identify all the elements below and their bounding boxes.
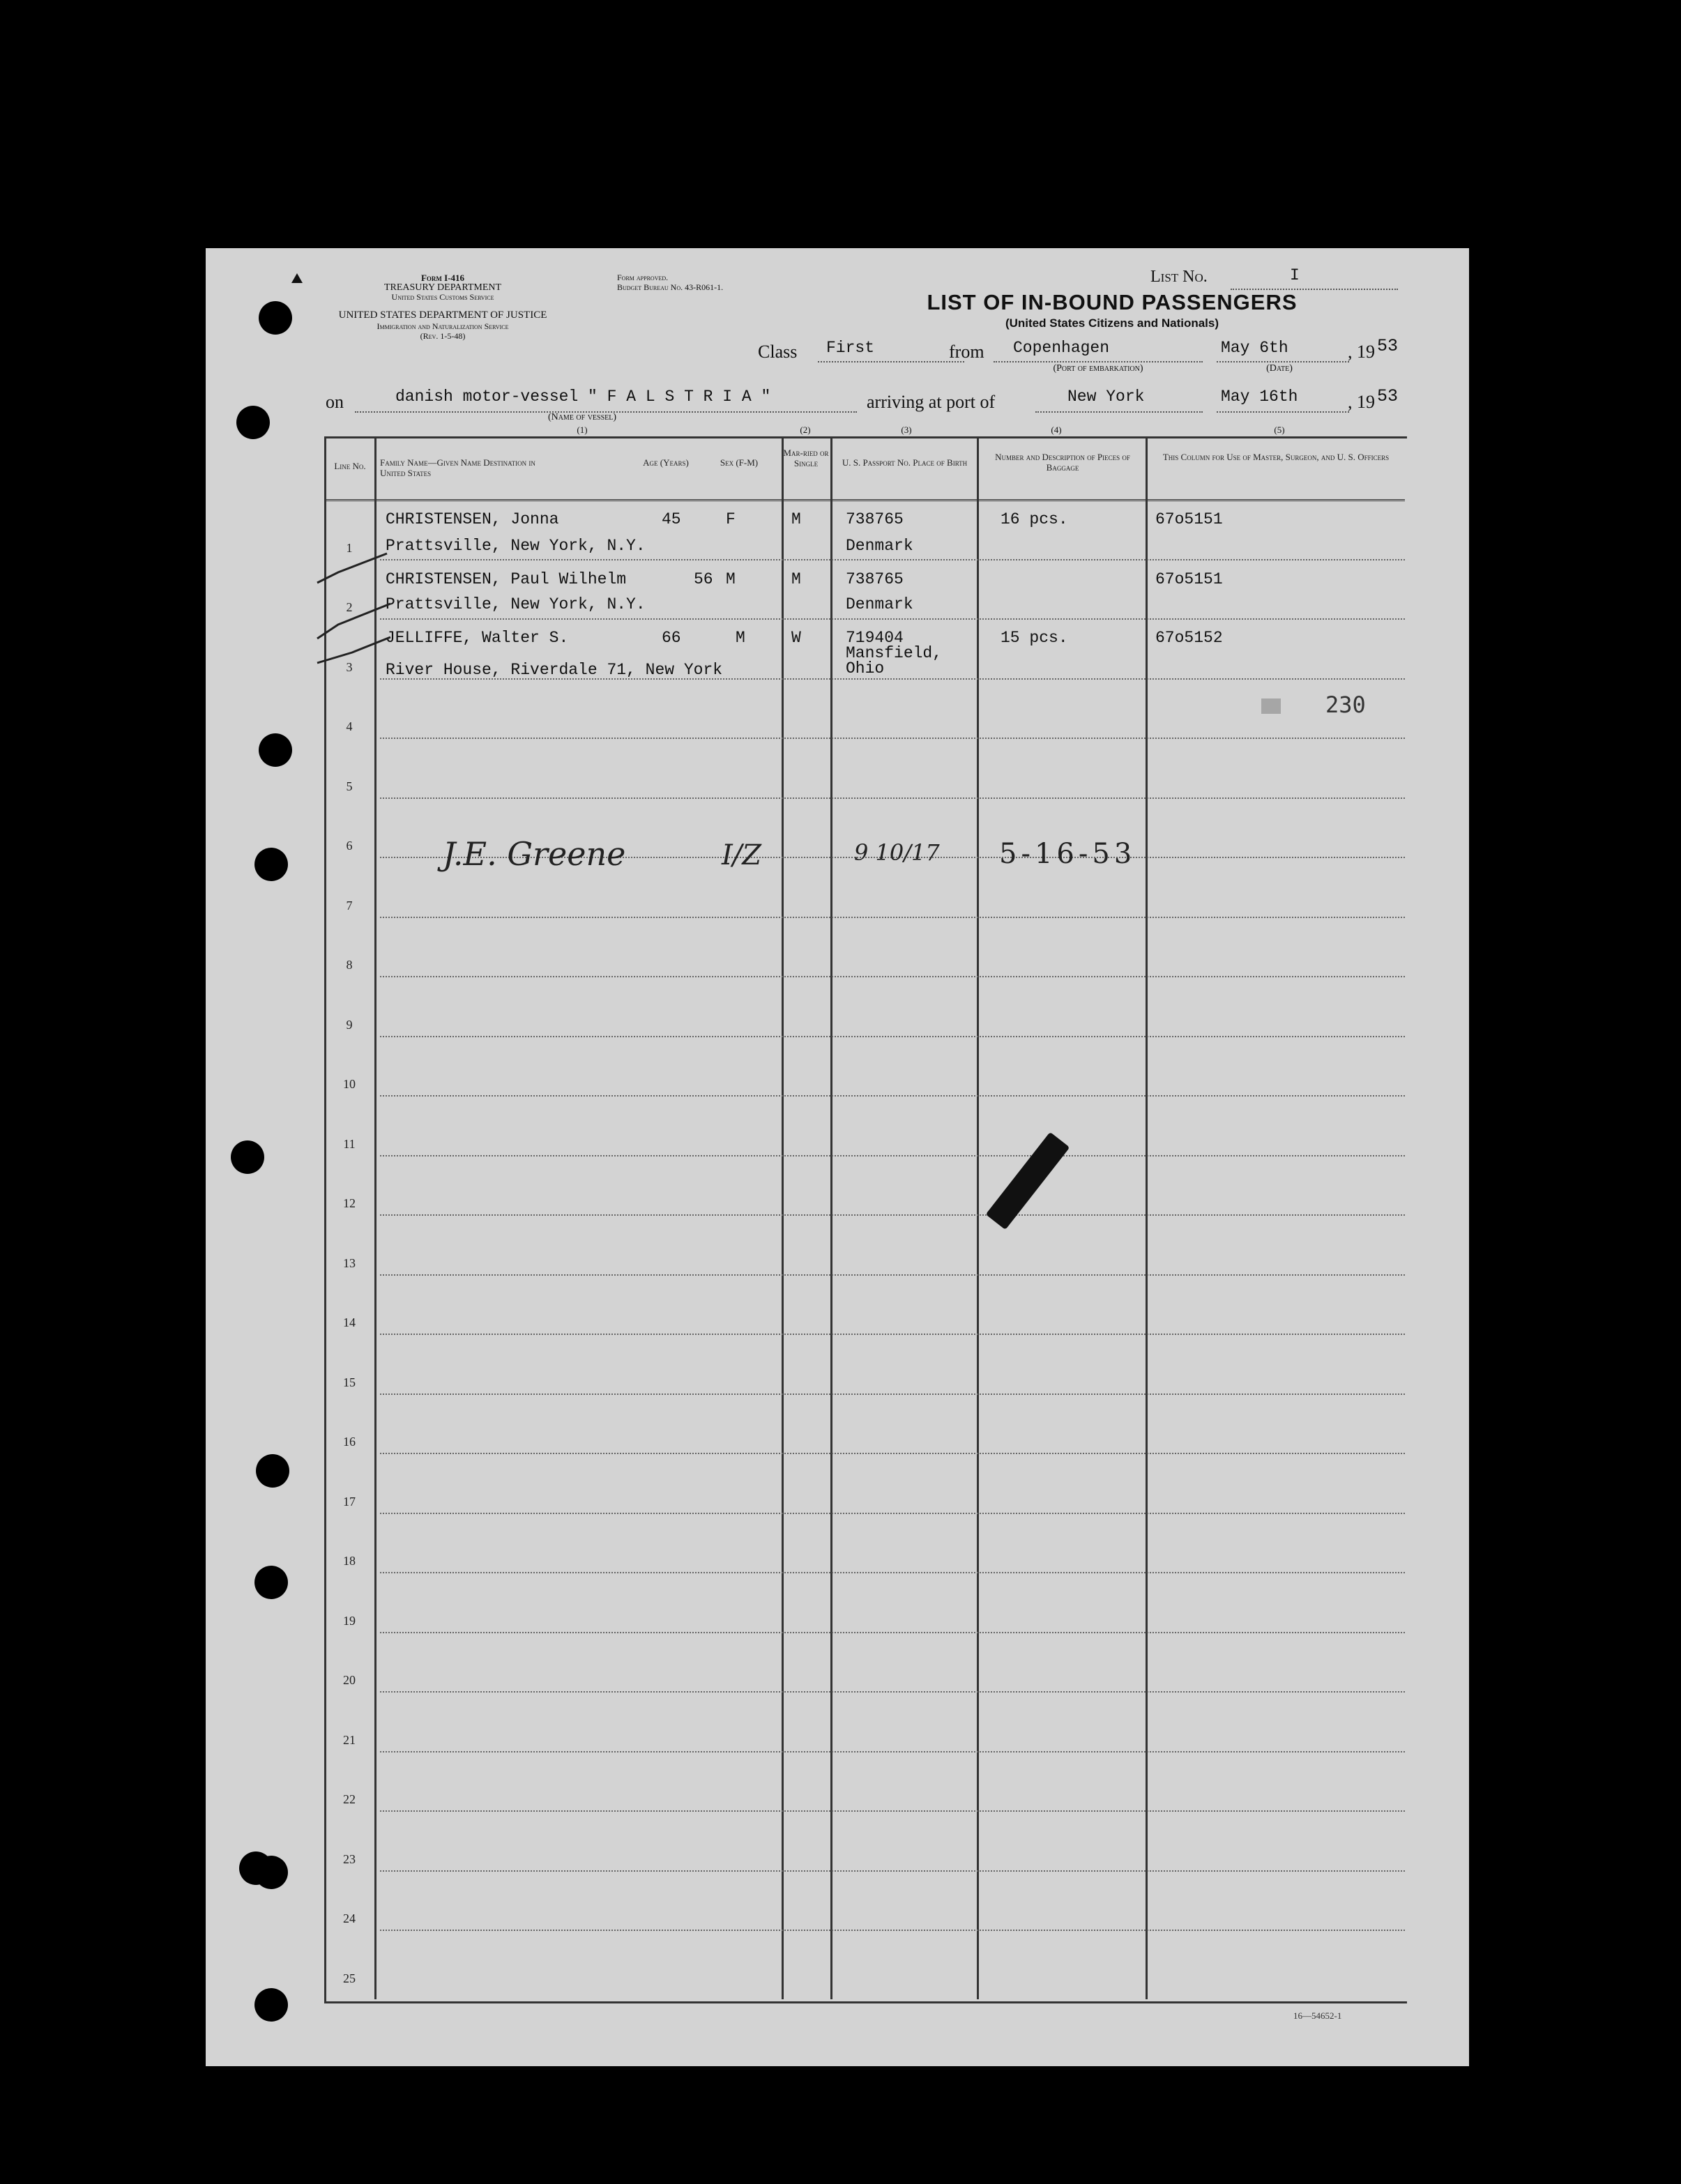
line-number: 16 bbox=[343, 1435, 356, 1449]
col-divider bbox=[830, 436, 832, 1999]
line-number: 22 bbox=[343, 1792, 356, 1806]
form-number: Form I-416 bbox=[420, 273, 465, 283]
year2-prefix: , 19 bbox=[1348, 392, 1375, 412]
passenger-sex: M bbox=[736, 629, 745, 647]
col-head-line: Line No. bbox=[334, 461, 366, 471]
passenger-age: 66 bbox=[662, 629, 681, 647]
row-rule bbox=[380, 1691, 1405, 1693]
line-number: 17 bbox=[343, 1494, 356, 1509]
stamp-mark bbox=[1261, 698, 1281, 714]
passenger-baggage: 16 pcs. bbox=[1001, 510, 1068, 528]
row-rule bbox=[380, 976, 1405, 977]
row-rule bbox=[380, 1572, 1405, 1573]
line-number: 11 bbox=[343, 1136, 356, 1151]
passenger-birthplace: Mansfield, Ohio bbox=[846, 644, 943, 678]
col-head-married: Mar-ried or Single bbox=[783, 448, 829, 468]
line-number: 19 bbox=[343, 1613, 356, 1628]
col-divider bbox=[977, 436, 979, 1999]
col-divider bbox=[782, 436, 784, 1999]
vessel-value: danish motor-vessel " F A L S T R I A " bbox=[395, 388, 771, 406]
row-rule bbox=[380, 1751, 1405, 1752]
date2-line bbox=[1217, 411, 1349, 413]
row-rule bbox=[380, 1930, 1405, 1931]
col-num-2: (2) bbox=[800, 425, 811, 435]
line-number: 18 bbox=[343, 1554, 356, 1568]
row-rule bbox=[380, 1453, 1405, 1454]
row-rule bbox=[380, 738, 1405, 739]
row-rule bbox=[380, 797, 1405, 799]
signature-date: 5-16-53 bbox=[999, 838, 1136, 870]
col-head-name: Family Name—Given Name Destination in United States bbox=[380, 457, 535, 478]
line-number: 3 bbox=[346, 659, 353, 674]
header-rule bbox=[324, 499, 1405, 501]
passenger-birthplace: Denmark bbox=[846, 595, 913, 613]
line-number: 15 bbox=[343, 1375, 356, 1389]
punch-hole bbox=[254, 1988, 288, 2022]
stamp-number: 230 bbox=[1325, 692, 1366, 718]
port-value: New York bbox=[1067, 388, 1145, 406]
col-head-sex: Sex (F-M) bbox=[720, 457, 759, 468]
line-number: 8 bbox=[346, 958, 353, 972]
form-subtitle: (United States Citizens and Nationals) bbox=[1005, 316, 1219, 330]
punch-hole bbox=[239, 1851, 273, 1885]
date1-value: May 6th bbox=[1221, 339, 1288, 357]
line-number: 9 bbox=[346, 1017, 353, 1032]
row-rule bbox=[380, 1274, 1405, 1276]
class-value: First bbox=[826, 339, 875, 357]
signature: J.E. Greene bbox=[443, 835, 626, 873]
line-number: 20 bbox=[343, 1673, 356, 1687]
date1-line bbox=[1217, 361, 1349, 362]
row-rule bbox=[380, 1334, 1405, 1335]
line-number: 24 bbox=[343, 1911, 356, 1925]
signature-code: I/Z bbox=[722, 839, 762, 871]
row-rule bbox=[380, 1810, 1405, 1812]
from-value: Copenhagen bbox=[1013, 339, 1110, 357]
passenger-sex: F bbox=[726, 510, 736, 528]
line-number: 13 bbox=[343, 1255, 356, 1270]
line-number: 4 bbox=[346, 719, 353, 733]
row-rule bbox=[380, 559, 1405, 560]
punch-hole bbox=[259, 733, 292, 767]
col-head-baggage: Number and Description of Pieces of Baggage bbox=[995, 452, 1130, 473]
signature-mark: 9 10/17 bbox=[854, 839, 940, 866]
line-number: 7 bbox=[346, 898, 353, 912]
year1-prefix: , 19 bbox=[1348, 342, 1375, 362]
punch-hole bbox=[254, 848, 288, 881]
row-rule bbox=[380, 1870, 1405, 1872]
passenger-married: M bbox=[791, 510, 801, 528]
row-rule bbox=[380, 917, 1405, 918]
ins-service: Immigration and Naturalization Service bbox=[376, 321, 509, 331]
col-num-3: (3) bbox=[901, 425, 912, 435]
class-label: Class bbox=[758, 342, 798, 362]
row-rule bbox=[380, 1036, 1405, 1037]
on-label: on bbox=[326, 392, 344, 412]
passenger-destination: Prattsville, New York, N.Y. bbox=[386, 595, 646, 613]
passenger-name: JELLIFFE, Walter S. bbox=[386, 629, 569, 647]
passenger-name: CHRISTENSEN, Paul Wilhelm bbox=[386, 570, 627, 588]
passenger-age: 56 bbox=[694, 570, 713, 588]
col-num-4: (4) bbox=[1051, 425, 1062, 435]
row-rule bbox=[380, 1095, 1405, 1097]
line-number: 6 bbox=[346, 839, 353, 853]
col-head-age: Age (Years) bbox=[643, 457, 689, 468]
vessel-caption: (Name of vessel) bbox=[547, 412, 617, 422]
arriving-label: arriving at port of bbox=[867, 392, 996, 412]
line-number: 2 bbox=[346, 600, 353, 614]
passenger-married: W bbox=[791, 629, 801, 647]
revision: (Rev. 1-5-48) bbox=[420, 331, 466, 341]
passenger-baggage: 15 pcs. bbox=[1001, 629, 1068, 647]
date2-value: May 16th bbox=[1221, 388, 1298, 406]
passenger-officer: 67o5151 bbox=[1155, 510, 1223, 528]
punch-hole bbox=[259, 301, 292, 335]
from-line bbox=[994, 361, 1203, 362]
port-line bbox=[1035, 411, 1203, 413]
footer-code: 16—54652-1 bbox=[1293, 2010, 1342, 2021]
passenger-officer: 67o5151 bbox=[1155, 570, 1223, 588]
col-num-5: (5) bbox=[1274, 425, 1285, 435]
date-caption: (Date) bbox=[1266, 363, 1293, 374]
punch-hole bbox=[231, 1140, 264, 1174]
col-head-officers: This Column for Use of Master, Surgeon, and U. S. Officers bbox=[1162, 452, 1390, 462]
line-number: 25 bbox=[343, 1971, 356, 1985]
budget-bureau: Budget Bureau No. 43-R061-1. bbox=[617, 282, 724, 292]
passenger-age: 45 bbox=[662, 510, 681, 528]
list-no-value: I bbox=[1290, 266, 1300, 284]
line-number: 14 bbox=[343, 1315, 356, 1329]
list-no-label: List No. bbox=[1150, 268, 1208, 286]
passenger-destination: River House, Riverdale 71, New York bbox=[386, 661, 723, 679]
row-rule bbox=[380, 1214, 1405, 1216]
line-number: 1 bbox=[346, 540, 353, 555]
line-number: 23 bbox=[343, 1851, 356, 1866]
customs-service: United States Customs Service bbox=[391, 292, 494, 302]
year1-value: 53 bbox=[1377, 336, 1399, 356]
margin-mark bbox=[291, 273, 303, 283]
row-rule bbox=[380, 618, 1405, 620]
line-number: 5 bbox=[346, 779, 353, 793]
justice-dept: UNITED STATES DEPARTMENT OF JUSTICE bbox=[338, 310, 547, 321]
form-approved: Form approved. bbox=[617, 273, 669, 282]
from-label: from bbox=[949, 342, 984, 362]
punch-hole bbox=[254, 1566, 288, 1599]
passenger-officer: 67o5152 bbox=[1155, 629, 1223, 647]
passenger-birthplace: Denmark bbox=[846, 537, 913, 555]
document-page bbox=[206, 248, 1469, 2066]
passenger-married: M bbox=[791, 570, 801, 588]
line-number: 12 bbox=[343, 1196, 356, 1210]
punch-hole bbox=[236, 406, 270, 439]
col-head-passport: U. S. Passport No. Place of Birth bbox=[842, 457, 968, 468]
passenger-passport: 738765 bbox=[846, 510, 904, 528]
class-line bbox=[818, 361, 964, 362]
passenger-destination: Prattsville, New York, N.Y. bbox=[386, 537, 646, 555]
row-rule bbox=[380, 1155, 1405, 1156]
row-rule bbox=[380, 1393, 1405, 1395]
punch-hole bbox=[256, 1454, 289, 1488]
row-rule bbox=[380, 1513, 1405, 1514]
row-rule bbox=[380, 1632, 1405, 1633]
line-number: 21 bbox=[343, 1732, 356, 1747]
treasury-dept: TREASURY DEPARTMENT bbox=[383, 282, 502, 293]
passenger-sex: M bbox=[726, 570, 736, 588]
passenger-name: CHRISTENSEN, Jonna bbox=[386, 510, 559, 528]
col-num-1: (1) bbox=[577, 425, 588, 435]
port-caption: (Port of embarkation) bbox=[1053, 363, 1143, 374]
form-title: LIST OF IN-BOUND PASSENGERS bbox=[927, 290, 1298, 314]
check-marks bbox=[310, 548, 394, 673]
col-divider bbox=[1146, 436, 1148, 1999]
passenger-passport: 738765 bbox=[846, 570, 904, 588]
passenger-passport: 719404 bbox=[846, 629, 904, 647]
year2-value: 53 bbox=[1377, 386, 1399, 406]
line-number: 10 bbox=[343, 1077, 356, 1091]
